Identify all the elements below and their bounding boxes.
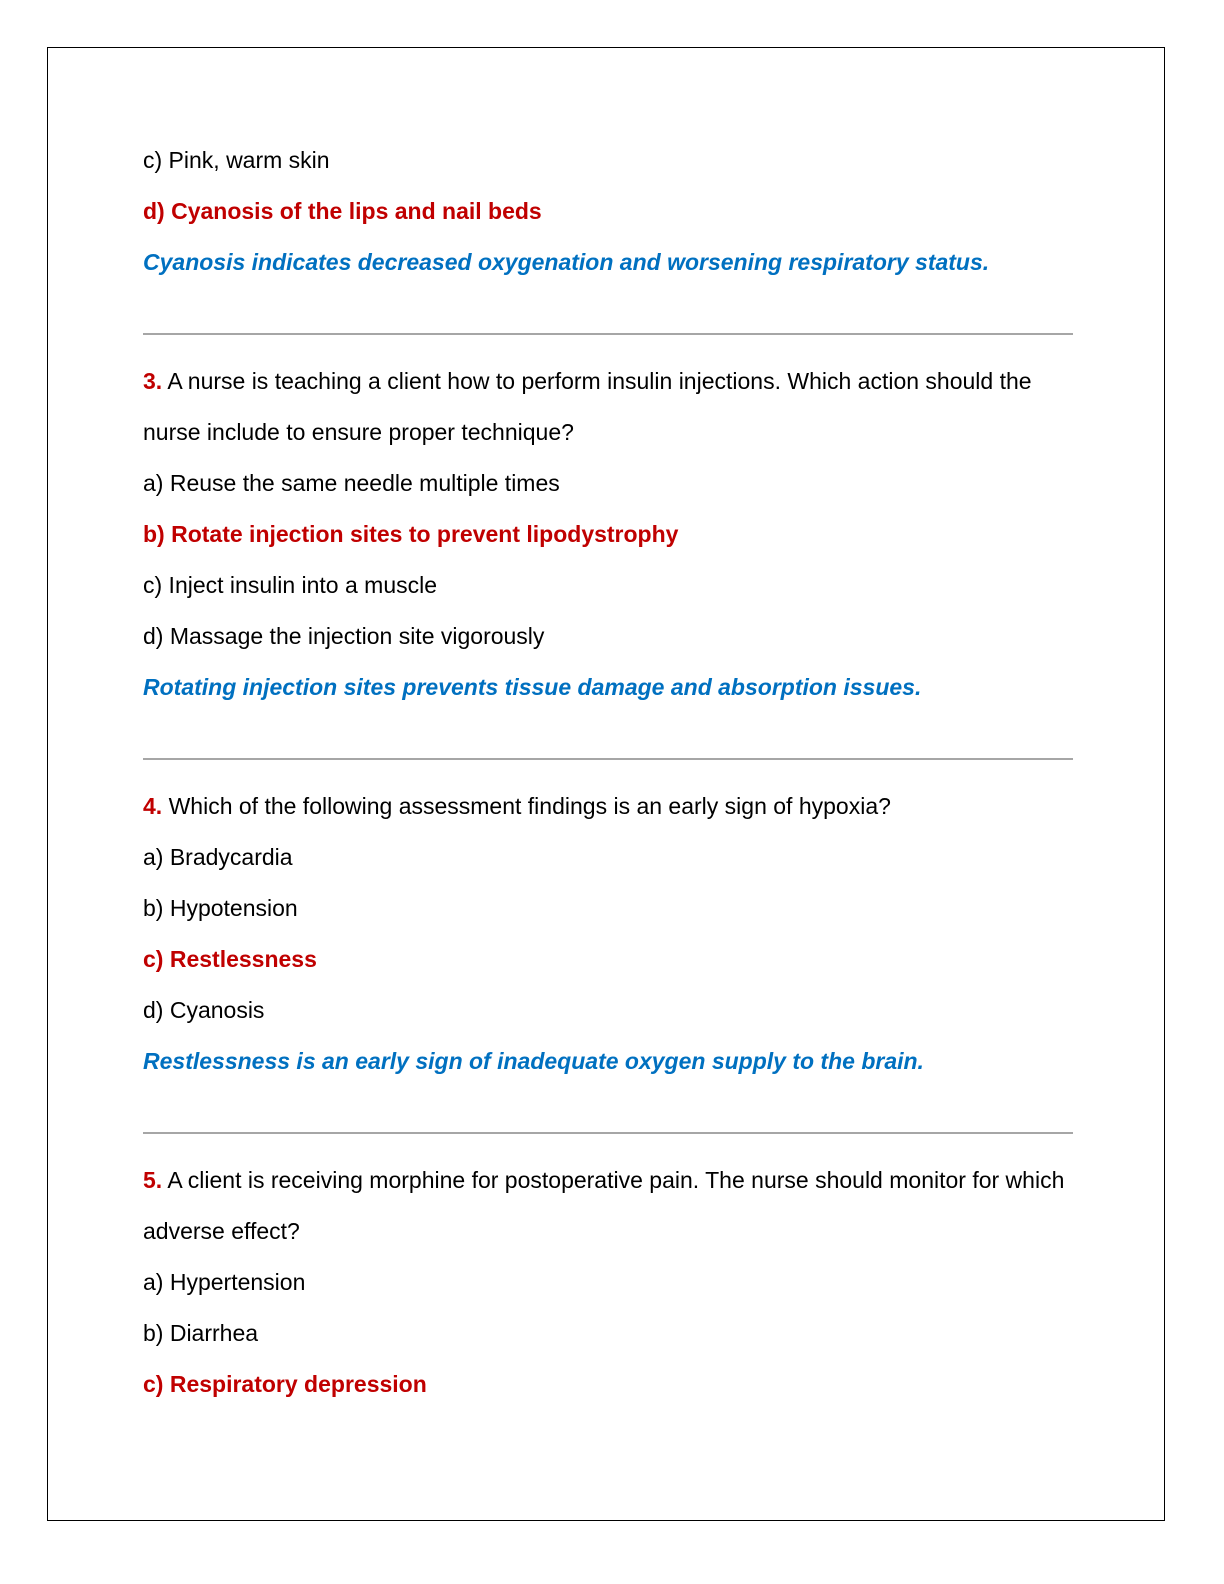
option-c: c) Inject insulin into a muscle bbox=[143, 572, 438, 598]
option-b: b) Diarrhea bbox=[143, 1320, 259, 1346]
option-b: b) Hypotension bbox=[143, 895, 298, 921]
question-block-continued bbox=[143, 135, 1073, 288]
question-number: 3. bbox=[143, 368, 163, 394]
option-a: a) Hypertension bbox=[143, 1269, 306, 1295]
divider bbox=[143, 758, 1073, 760]
question-block-4 bbox=[143, 781, 1073, 1087]
option-c: c) Pink, warm skin bbox=[143, 147, 330, 173]
correct-answer: c) Respiratory depression bbox=[143, 1371, 427, 1397]
question-text: A client is receiving morphine for postoperative pain. The nurse should monitor for which adverse effect? bbox=[143, 1167, 1065, 1244]
question-text: A nurse is teaching a client how to perform insulin injections. Which action should the nurse include to ensure proper technique? bbox=[143, 368, 1032, 445]
rationale: Cyanosis indicates decreased oxygenation and worsening respiratory status. bbox=[143, 249, 990, 275]
correct-answer: d) Cyanosis of the lips and nail beds bbox=[143, 198, 542, 224]
question-number: 4. bbox=[143, 793, 163, 819]
divider bbox=[143, 1132, 1073, 1134]
question-number: 5. bbox=[143, 1167, 163, 1193]
question-stem bbox=[143, 1155, 1073, 1257]
option-d: d) Cyanosis bbox=[143, 997, 265, 1023]
document-content bbox=[143, 135, 1073, 1410]
question-block-3 bbox=[143, 356, 1073, 713]
question-stem bbox=[143, 356, 1073, 458]
rationale: Rotating injection sites prevents tissue damage and absorption issues. bbox=[143, 674, 922, 700]
correct-answer: c) Restlessness bbox=[143, 946, 317, 972]
question-text: Which of the following assessment findings is an early sign of hypoxia? bbox=[168, 793, 891, 819]
divider bbox=[143, 333, 1073, 335]
option-a: a) Bradycardia bbox=[143, 844, 293, 870]
question-block-5 bbox=[143, 1155, 1073, 1410]
option-a: a) Reuse the same needle multiple times bbox=[143, 470, 560, 496]
question-stem bbox=[143, 781, 1073, 832]
correct-answer: b) Rotate injection sites to prevent lipodystrophy bbox=[143, 521, 679, 547]
option-d: d) Massage the injection site vigorously bbox=[143, 623, 545, 649]
rationale: Restlessness is an early sign of inadequate oxygen supply to the brain. bbox=[143, 1048, 924, 1074]
